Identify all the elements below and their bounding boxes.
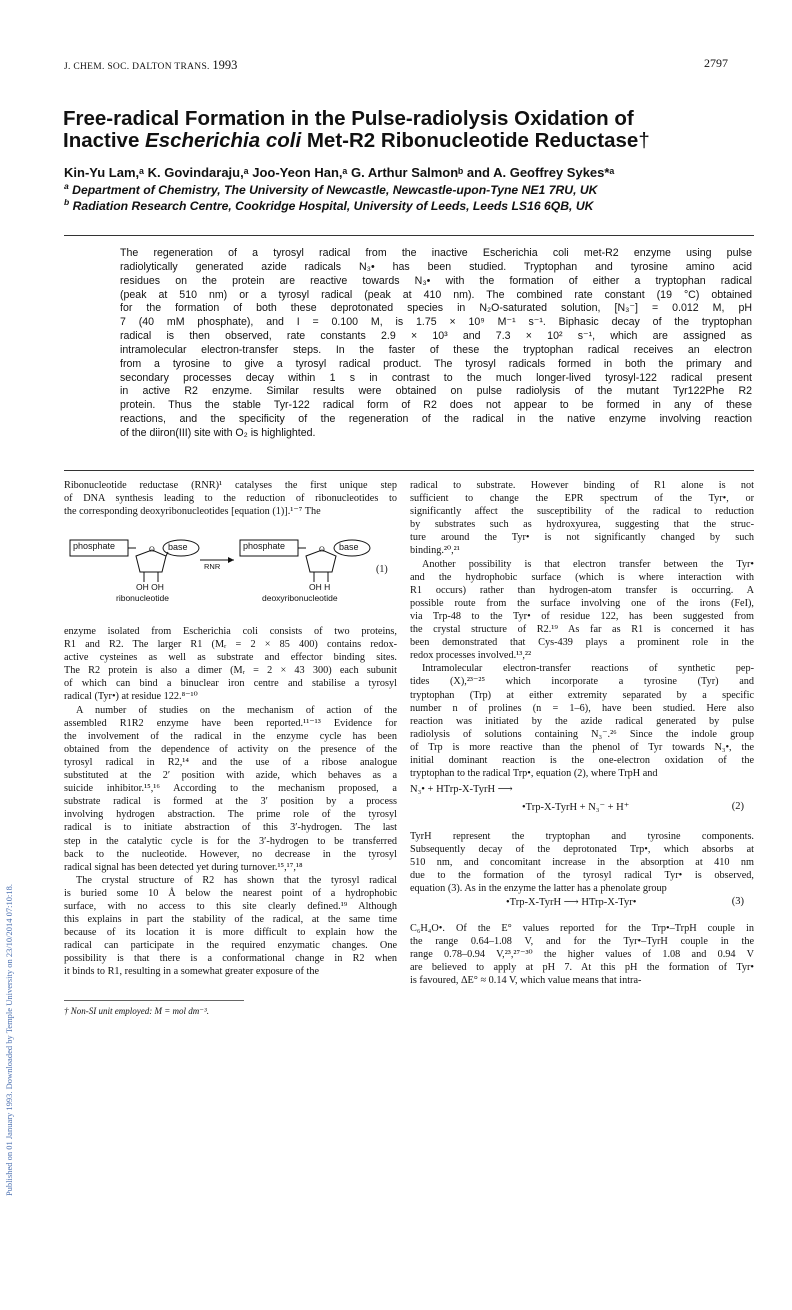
body-right-line: via Trp-48 to the Tyr• of residue 122, has been suggested from — [410, 610, 754, 622]
eq3-text: •Trp-X-TyrH ⟶ HTrp-X-Tyr• — [506, 897, 637, 908]
body-right-line: possible route from the surface involving one of the irons (FeI), — [410, 597, 754, 609]
body-right-line: radical to substrate. However binding of R1 alone is not — [410, 480, 754, 491]
body-right-c-line: is favoured, ΔE° ≈ 0.14 V, which value means that intra- — [410, 975, 642, 987]
eq3-number: (3) — [731, 896, 744, 907]
aff-text-b: Radiation Research Centre, Cookridge Hospital, University of Leeds, Leeds LS16 6QB, UK — [72, 199, 594, 213]
body-right-line: redox processes involved.¹³,²² — [410, 650, 532, 662]
intro-line: the corresponding deoxyribonucleotides [equation (1)].¹⁻⁷ The — [64, 506, 321, 518]
body-left-line: of which can bind a binuclear iron centre and stabilise a tyrosyl — [64, 678, 397, 690]
body-right-line: initial dominant reaction is the one-electron oxidation of the — [410, 754, 754, 766]
body-left-line: The crystal structure of R2 has shown that the tyrosyl radical — [76, 874, 397, 886]
rnr-label: RNR — [204, 562, 221, 571]
body-right-line: binding.²⁰,²¹ — [410, 545, 460, 557]
body-right-line: Intramolecular electron-transfer reactions of synthetic pep- — [422, 663, 754, 675]
body-left-line: radical is to initiate abstraction of this 3′-hydrogen. The last — [64, 822, 397, 834]
body-left-line: enzyme isolated from Escherichia coli consists of two proteins, — [64, 626, 397, 637]
body-left-line: possibility is that there is a conformational change in R2 when — [64, 953, 397, 965]
body-right-line: tides (X),²³⁻²⁵ which incorporate a tyrosine (Tyr) and — [410, 676, 754, 688]
divider-bottom — [64, 470, 754, 471]
body-left-line: substituted at the 2′ position with azide, which behaves as a — [64, 770, 397, 782]
left-column-body — [64, 625, 397, 979]
journal-year: 1993 — [212, 58, 238, 72]
body-left-line: step in the catalytic cycle is for the 3′-hydrogen to be transferred — [64, 835, 397, 847]
ribonucleotide-label: ribonucleotide — [116, 593, 169, 603]
body-right-line: the crystal structure of R2.¹⁹ As far as R1 is concerned it has — [410, 624, 754, 636]
deoxyribonucleotide-label: deoxyribonucleotide — [262, 593, 338, 603]
article-title — [63, 108, 743, 152]
base-label-1: base — [168, 542, 188, 552]
title-line-2 — [63, 130, 743, 152]
left-column-intro — [64, 479, 397, 518]
body-right-line: Another possibility is that electron transfer between the Tyr• — [422, 558, 754, 570]
eq2-line-2: •Trp-X-TyrH + N₃⁻ + H⁺ — [522, 802, 630, 813]
body-right-b-line: Subsequently decay of the deprotonated Trp•, which absorbs at — [410, 844, 754, 856]
journal-name: J. CHEM. SOC. DALTON TRANS. — [64, 62, 210, 72]
abstract-line: 7 (40 mM phosphate), and I = 0.100 M, is 1.75 × 10⁹ M⁻¹ s⁻¹. Biphasic decay of the tryptophan — [120, 316, 752, 329]
running-header — [64, 58, 237, 73]
body-left-line: because of its location it is more difficult to explain how the — [64, 927, 397, 939]
right-column-a — [410, 479, 754, 780]
abstract-line: from a tyrosine to give a tyrosyl radical product. The tyrosyl radicals formed in both the primary and — [120, 357, 752, 370]
aff-mark-a: a — [64, 180, 69, 191]
base-label-2: base — [339, 542, 359, 552]
margin-download-note — [4, 240, 18, 1197]
body-right-c-line: are believed to apply at pH 7. At this pH the formation of Tyr• — [410, 962, 754, 974]
right-column-c — [410, 922, 754, 987]
equation-3 — [410, 896, 754, 912]
ring-o-1: O — [149, 545, 155, 554]
body-left-line: this explains in part the stability of the radical, at the same time — [64, 914, 397, 926]
footnote-rule — [64, 1000, 244, 1001]
body-right-line: tryptophan (Trp) at either extremity separated by a specific — [410, 689, 754, 701]
body-left-line: radical (Tyr•) at residue 122.⁸⁻¹⁰ — [64, 691, 198, 703]
body-right-c-line: C₆H₄O•. Of the E° values reported for the Trp•–TrpH couple in — [410, 923, 754, 934]
phosphate-label-2: phosphate — [243, 541, 286, 551]
body-left-line: R1 and R2. The larger R1 (Mᵣ = 2 × 85 400) contains redox- — [64, 639, 397, 651]
body-right-line: tryptophan to the radical Trp•, equation (2), where TrpH and — [410, 768, 658, 780]
phosphate-label-1: phosphate — [73, 541, 116, 551]
body-right-line: been demonstrated that Cys-439 plays a prominent role in the — [410, 637, 754, 649]
body-left-line: assembled R1R2 enzyme have been reported.¹¹⁻¹³ Evidence for — [64, 717, 397, 729]
abstract — [120, 247, 752, 441]
body-right-line: number n of prolines (n = 1–6), have been studied. Here also — [410, 702, 754, 714]
body-left-line: substrate radical is formed at the 3′ position by a process — [64, 796, 397, 808]
body-left-line: the involvement of the radical in the enzyme cycle has been — [64, 730, 397, 742]
body-right-line: reaction was initiated by the azide radical generated by pulse — [410, 715, 754, 727]
body-left-line: it binds to R1, resulting in a somewhat greater exposure of the — [64, 966, 320, 978]
eq2-line-1: N₃• + HTrp-X-TyrH ⟶ — [410, 784, 513, 795]
aff-mark-b: b — [64, 196, 70, 207]
abstract-line: protein. Thus the stable Tyr-122 radical form of R2 does not appear to be formed in any of these — [120, 399, 752, 412]
body-left-line: suicide inhibitor.¹⁵,¹⁶ According to the mechanism proposed, a — [64, 783, 397, 795]
abstract-line: radical is then observed, rate constants 2.9 × 10³ and 7.3 × 10² s⁻¹, which are assigned as — [120, 330, 752, 343]
abstract-line: in active R2 enzyme. Similar results were obtained on pulse radiolysis of the mutant Tyr122Phe R2 — [120, 385, 752, 398]
title-part-b: Met-R2 Ribonucleotide Reductase — [301, 129, 639, 152]
title-dagger: † — [638, 129, 650, 152]
footnote: † Non-SI unit employed: M = mol dm⁻³. — [64, 1006, 209, 1016]
body-left-line: obtained from the dependence of activity on the presence of the — [64, 743, 397, 755]
title-part-a: Inactive — [63, 129, 146, 152]
author-list: Kin-Yu Lam,ᵃ K. Govindaraju,ᵃ Joo-Yeon Han,ᵃ G. Arthur Salmonᵇ and A. Geoffrey Sykes*ᵃ — [64, 165, 615, 180]
title-italic: Escherichia coli — [145, 129, 302, 152]
abstract-line: secondary processes decay within 1 s in contrast to the much longer-lived tyrosyl-122 radical present — [120, 371, 752, 384]
body-right-line: radiolysis of solutions containing N₃⁻.²⁶ Since the indole group — [410, 728, 754, 740]
oh-h-label: OH H — [309, 582, 331, 592]
body-right-c-line: the range 0.64–1.08 V, and for the Tyr•–TyrH couple in the — [410, 936, 754, 948]
abstract-line: The regeneration of a tyrosyl radical from the inactive Escherichia coli met-R2 enzyme using pulse — [120, 247, 752, 259]
page-number: 2797 — [704, 56, 728, 70]
body-left-line: is buried some 10 Å below the nearest point of a hydrophobic — [64, 887, 397, 899]
aff-text-a: Department of Chemistry, The University of Newcastle, Newcastle-upon-Tyne NE1 7RU, UK — [72, 183, 598, 197]
affiliation-a — [64, 180, 754, 197]
abstract-line: (peak at 510 nm) or a tyrosyl radical (peak at 410 nm). The combined rate constant (19 °C) obtained — [120, 288, 752, 301]
body-right-line: ture around the Tyr• is not significantly changed by such — [410, 532, 754, 544]
body-right-b-line: equation (3). As in the enzyme the latter has a phenolate group — [410, 883, 667, 895]
body-right-b-line: TyrH represent the tryptophan and tyrosine components. — [410, 831, 754, 842]
abstract-line: intramolecular electron-transfer steps. In the faster of these the tryptophan radical receives an electron — [120, 343, 752, 356]
right-column-b — [410, 830, 754, 895]
abstract-line: residues on the protein are reactive towards N₃• with the formation of either a tryptophan radical — [120, 274, 752, 287]
equation-2 — [410, 783, 754, 817]
body-right-line: of Trp is more reactive than the phenol of Tyr towards N₃•, the — [410, 741, 754, 753]
affiliation-b — [64, 196, 754, 213]
body-right-line: R1 occurs) rather than hydrogen-atom transfer is occurring. A — [410, 584, 754, 596]
abstract-line: for the formation of both these deprotonated species in N₂O-saturated solution, [N₃⁻] = 0.012 M, pH — [120, 302, 752, 315]
intro-line: Ribonucleotide reductase (RNR)¹ catalyses the first unique step — [64, 480, 397, 491]
body-right-line: and the hydrophobic surface (which is where interaction with — [410, 571, 754, 583]
ring-o-2: O — [319, 545, 325, 554]
oh-oh-label: OH OH — [136, 582, 164, 592]
equation-1-number: (1) — [376, 564, 388, 575]
body-left-line: back to the nucleotide. However, no decrease in the tyrosyl — [64, 848, 397, 860]
body-left-line: A number of studies on the mechanism of action of the — [76, 704, 397, 716]
body-left-line: involving hydrogen abstraction. The prime role of the tyrosyl — [64, 809, 397, 821]
body-left-line: radical signal has been detected yet during turnover.¹⁵,¹⁷,¹⁸ — [64, 861, 303, 873]
body-right-b-line: due to the formation of the tyrosyl radical Tyr• is observed, — [410, 870, 754, 882]
body-right-b-line: 510 nm, and concomitant increase in the absorption at 410 nm — [410, 857, 754, 869]
divider-top — [64, 235, 754, 236]
body-right-line: sufficient to change the EPR spectrum of the Tyr•, or — [410, 493, 754, 505]
abstract-line: radiolytically generated azide radicals N₃• has been studied. Tryptophan and tyrosine amino acid — [120, 260, 752, 273]
eq2-number: (2) — [731, 801, 744, 812]
body-left-line: tyrosyl radical in R2,¹⁴ and the use of a ribose analogue — [64, 756, 397, 768]
title-line-1: Free-radical Formation in the Pulse-radiolysis Oxidation of — [63, 107, 634, 130]
body-left-line: The R2 protein is also a dimer (Mᵣ = 2 × 43 300) each subunit — [64, 665, 397, 677]
abstract-line: of the diiron(III) site with O₂ is highlighted. — [120, 426, 316, 439]
margin-note-text: Published on 01 January 1993. Downloaded by Temple University on 23/10/2014 07:10:18. — [4, 883, 14, 1197]
body-left-line: active cysteines as well as substrate and effector binding sites. — [64, 652, 397, 664]
body-right-line: significantly affect the susceptibility of the radical to reduction — [410, 506, 754, 518]
body-right-c-line: range 0.78–0.94 V,²³,²⁷⁻³⁰ the higher values of 1.08 and 0.94 V — [410, 949, 754, 961]
abstract-line: reactions, and the specificity of the regeneration of the radical in the native enzyme involving reaction — [120, 413, 752, 426]
body-left-line: surface, with no access to this site clearly defined.¹⁹ Although — [64, 900, 397, 912]
body-right-line: by substrates such as hydroxyurea, suggesting that the struc- — [410, 519, 754, 531]
body-left-line: radical can participate in the required enzymatic changes. One — [64, 940, 397, 952]
intro-line: of DNA synthesis leading to the reduction of ribonucleotides to — [64, 493, 397, 505]
equation-1-scheme — [64, 536, 397, 616]
